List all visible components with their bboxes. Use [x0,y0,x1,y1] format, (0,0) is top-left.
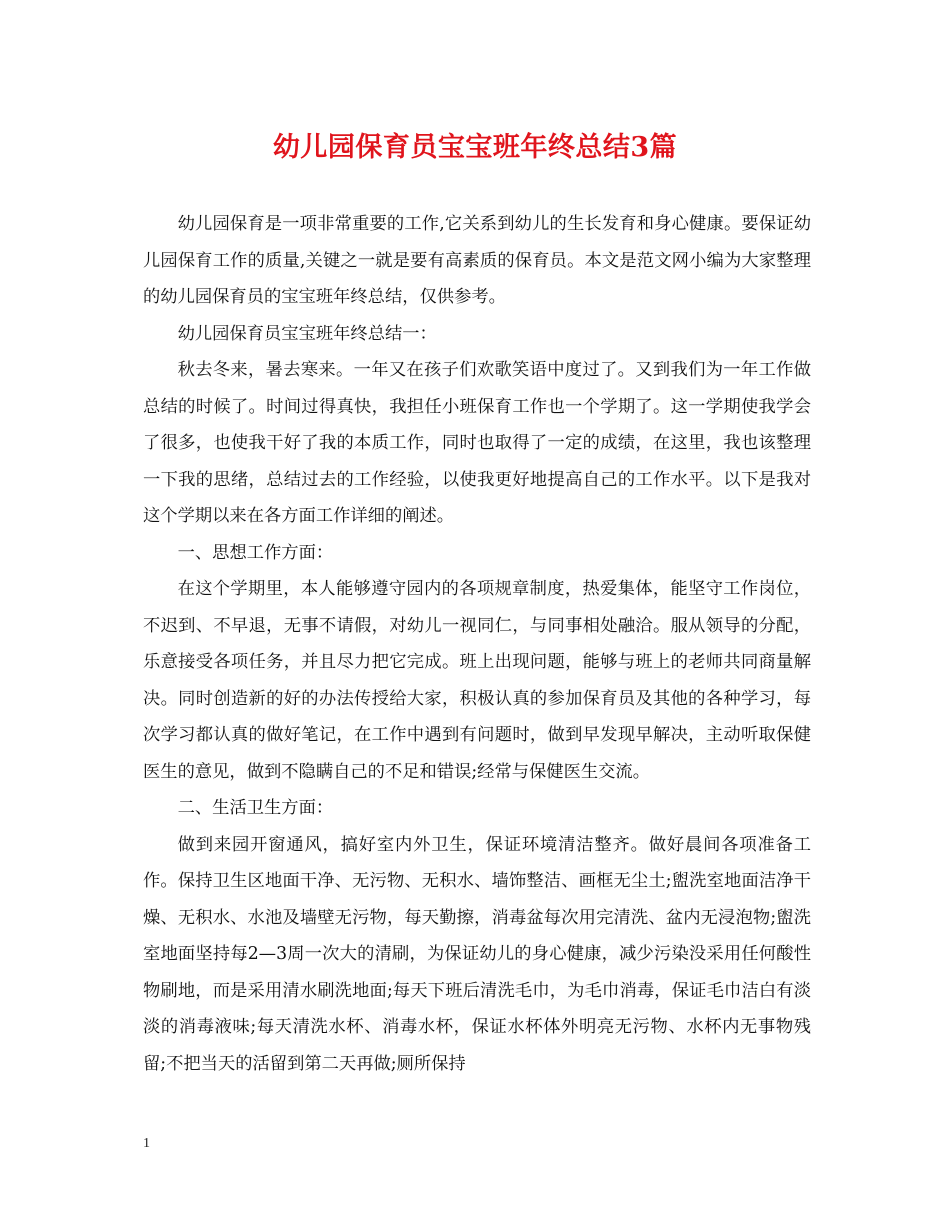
document-body [143,206,811,1082]
section-heading-summary-one: 幼儿园保育员宝宝班年终总结一： [177,323,437,344]
paragraph-intro: 幼儿园保育是一项非常重要的工作,它关系到幼儿的生长发育和身心健康。要保证幼儿园保育工作的质量,关键之一就是要有高素质的保育员。本文是范文网小编为大家整理的幼儿园保育员的宝宝班年终总结，仅供参考。 [143,214,811,307]
page-number: 1 [143,1136,150,1151]
paragraph-opening: 秋去冬来，暑去寒来。一年又在孩子们欢歌笑语中度过了。又到我们为一年工作做总结的时候了。时间过得真快，我担任小班保育工作也一个学期了。这一学期使我学会了很多，也使我干好了我的本质工作，同时也取得了一定的成绩，在这里，我也该整理一下我的思绪，总结过去的工作经验，以使我更好地提高自己的工作水平。以下是我对这个学期以来在各方面工作详细的阐述。 [143,360,811,526]
paragraph-thought-work: 在这个学期里，本人能够遵守园内的各项规章制度，热爱集体，能坚守工作岗位，不迟到、不早退，无事不请假，对幼儿一视同仁，与同事相处融洽。服从领导的分配，乐意接受各项任务，并且尽力把它完成。班上出现问题，能够与班上的老师共同商量解决。同时创造新的好的办法传授给大家，积极认真的参加保育员及其他的各种学习，每次学习都认真的做好笔记，在工作中遇到有问题时，做到早发现早解决，主动听取保健医生的意见，做到不隐瞒自己的不足和错误;经常与保健医生交流。 [143,579,811,782]
section-heading-hygiene: 二、生活卫生方面： [177,798,334,818]
paragraph-hygiene: 做到来园开窗通风，搞好室内外卫生，保证环境清洁整齐。做好晨间各项准备工作。保持卫生区地面干净、无污物、无积水、墙饰整洁、画框无尘土;盥洗室地面洁净干燥、无积水、水池及墙壁无污物，每天勤擦，消毒盆每次用完清洗、盆内无浸泡物;盥洗室地面坚持每2—3周一次大的清刷，为保证幼儿的身心健康，减少污染没采用任何酸性物刷地，而是采用清水刷洗地面;每天下班后清洗毛巾，为毛巾消毒，保证毛巾洁白有淡淡的消毒液味;每天清洗水杯、消毒水杯，保证水杯体外明亮无污物、水杯内无事物残留;不把当天的活留到第二天再做;厕所保持 [143,834,811,1074]
document-title: 幼儿园保育员宝宝班年终总结3篇 [272,132,678,163]
section-heading-thought-work: 一、思想工作方面： [177,542,334,563]
